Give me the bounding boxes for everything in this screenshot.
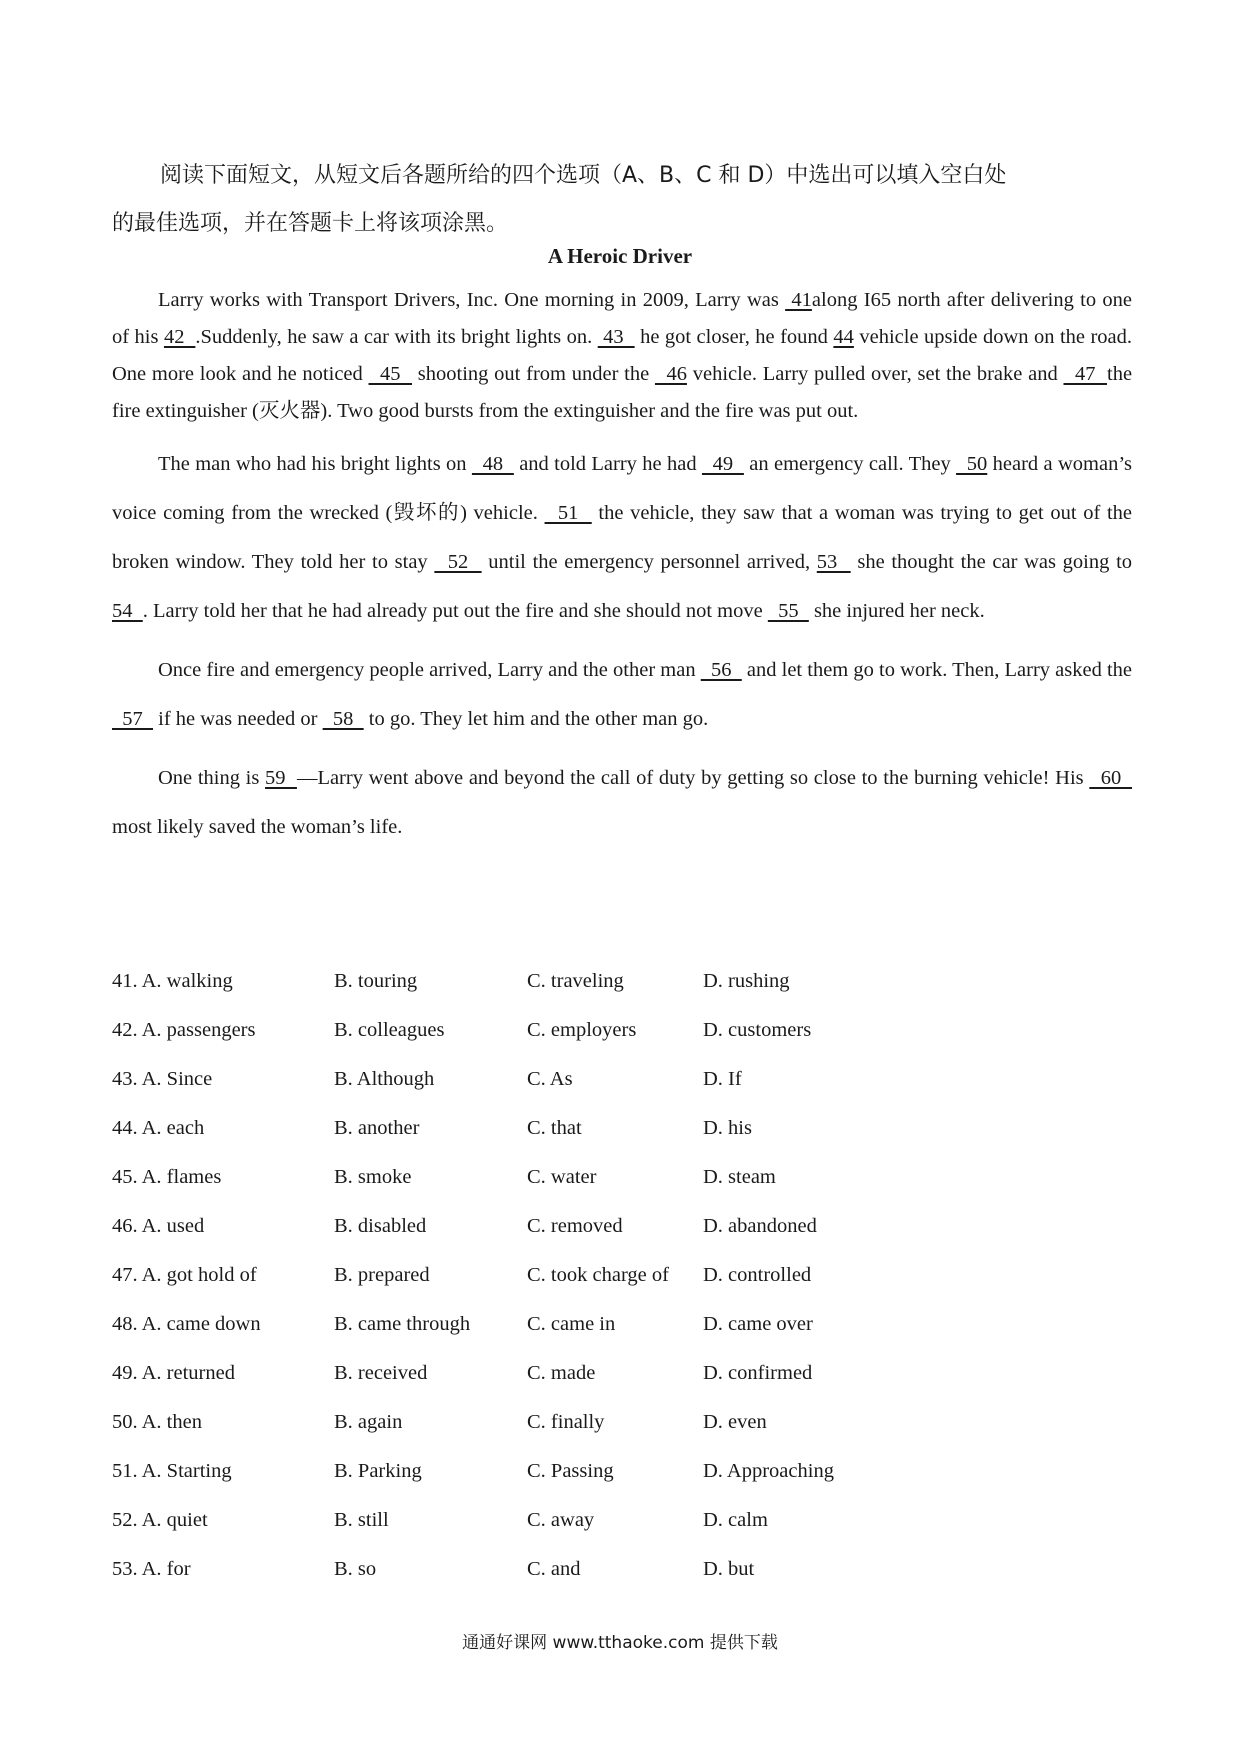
option-b: B. prepared (334, 1264, 430, 1286)
option-d: D. his (703, 1117, 752, 1139)
option-b: B. Parking (334, 1460, 422, 1482)
option-d: D. even (703, 1411, 767, 1433)
option-c: C. came in (527, 1313, 616, 1335)
page-footer: 通通好课网 www.tthaoke.com 提供下载 (462, 1633, 778, 1653)
question-49-options (112, 1362, 912, 1411)
blank-47: 47 (1063, 363, 1107, 385)
option-d: D. calm (703, 1509, 768, 1531)
instructions-line-2: 的最佳选项，并在答题卡上将该项涂黑。 (112, 211, 509, 236)
blank-49: 49 (701, 453, 744, 475)
passage-title: A Heroic Driver (547, 244, 693, 268)
option-b: B. Although (334, 1068, 435, 1090)
option-a: 53. A. for (112, 1558, 191, 1580)
blank-51: 51 (544, 502, 592, 524)
question-41-options (112, 970, 912, 1019)
option-d: D. customers (703, 1019, 812, 1041)
question-42-options (112, 1019, 912, 1068)
blank-58: 58 (322, 708, 364, 730)
instructions (112, 152, 1132, 248)
option-b: B. still (334, 1509, 389, 1531)
blank-59: 59 (265, 767, 297, 789)
question-45-options (112, 1166, 912, 1215)
instructions-line-1: 阅读下面短文，从短文后各题所给的四个选项（A、B、C 和 D）中选出可以填入空白处 (160, 163, 1007, 188)
paragraph-4: One thing is 59 —Larry went above and beyond the call of duty by getting so close to the burning vehicle! His 60 most likely saved the woman’s life. (112, 767, 1133, 838)
option-a: 43. A. Since (112, 1068, 213, 1090)
question-47-options (112, 1264, 912, 1313)
blank-41: 41 (785, 289, 812, 311)
option-b: B. smoke (334, 1166, 412, 1188)
option-d: D. If (703, 1068, 742, 1090)
option-d: D. confirmed (703, 1362, 813, 1384)
blank-52: 52 (434, 551, 482, 573)
option-d: D. abandoned (703, 1215, 817, 1237)
option-a: 42. A. passengers (112, 1019, 256, 1041)
blank-46: 46 (654, 363, 687, 385)
option-b: B. so (334, 1558, 377, 1580)
option-b: B. colleagues (334, 1019, 445, 1041)
paragraph-2: The man who had his bright lights on 48 and told Larry he had 49 an emergency call. They 50 heard a woman’s voice coming from the wrecked (毁坏的) vehicle. 51 the vehicle, they saw that a woman was trying to get out of the broken window. They told her to stay 52 until the emergency personnel arrived, 53 she thought the car was going to 54 . Larry told her that he had already put out the fire and she should not move 55 she injured her neck. (112, 453, 1133, 622)
option-d: D. steam (703, 1166, 776, 1188)
blank-55: 55 (767, 600, 809, 622)
blank-54: 54 (112, 600, 143, 622)
option-a: 47. A. got hold of (112, 1264, 257, 1286)
option-d: D. controlled (703, 1264, 812, 1286)
option-b: B. touring (334, 970, 418, 992)
blank-45: 45 (368, 363, 413, 385)
option-a: 41. A. walking (112, 970, 233, 992)
option-a: 45. A. flames (112, 1166, 222, 1188)
option-b: B. another (334, 1117, 420, 1139)
option-d: D. Approaching (703, 1460, 834, 1482)
blank-50: 50 (956, 453, 988, 475)
question-51-options (112, 1460, 912, 1509)
question-43-options (112, 1068, 912, 1117)
blank-48: 48 (471, 453, 514, 475)
option-c: C. finally (527, 1411, 605, 1433)
paragraph-3: Once fire and emergency people arrived, Larry and the other man 56 and let them go to work. Then, Larry asked the 57 if he was needed or 58 to go. They let him and the other man go. (112, 659, 1133, 730)
option-b: B. again (334, 1411, 403, 1433)
option-b: B. disabled (334, 1215, 427, 1237)
option-c: C. and (527, 1558, 581, 1580)
blank-42: 42 (163, 326, 196, 348)
option-d: D. rushing (703, 970, 790, 992)
blank-57: 57 (112, 708, 153, 730)
option-c: C. Passing (527, 1460, 614, 1482)
option-c: C. employers (527, 1019, 637, 1041)
option-a: 49. A. returned (112, 1362, 235, 1384)
question-44-options (112, 1117, 912, 1166)
option-c: C. took charge of (527, 1264, 669, 1286)
blank-60: 60 (1089, 767, 1133, 789)
option-c: C. removed (527, 1215, 623, 1237)
option-b: B. came through (334, 1313, 471, 1335)
blank-44: 44 (833, 326, 854, 348)
option-d: D. but (703, 1558, 755, 1580)
question-50-options (112, 1411, 912, 1460)
option-a: 48. A. came down (112, 1313, 261, 1335)
option-d: D. came over (703, 1313, 813, 1335)
blank-43: 43 (597, 326, 635, 348)
question-53-options (112, 1558, 912, 1607)
passage (112, 282, 1132, 852)
question-52-options (112, 1509, 912, 1558)
question-48-options (112, 1313, 912, 1362)
option-b: B. received (334, 1362, 428, 1384)
blank-53: 53 (816, 551, 851, 573)
option-c: C. water (527, 1166, 597, 1188)
option-a: 52. A. quiet (112, 1509, 208, 1531)
blank-56: 56 (700, 659, 742, 681)
option-c: C. made (527, 1362, 596, 1384)
option-a: 51. A. Starting (112, 1460, 232, 1482)
option-a: 50. A. then (112, 1411, 202, 1433)
answer-options (112, 970, 912, 1607)
option-c: C. As (527, 1068, 573, 1090)
paragraph-1: Larry works with Transport Drivers, Inc. One morning in 2009, Larry was 41along I65 north after delivering to one of his 42 .Suddenly, he saw a car with its bright lights on. 43 he got closer, he found 44 vehicle upside down on the road. One more look and he noticed 45 shooting out from under the 46 vehicle. Larry pulled over, set the brake and 47 the fire extinguisher (灭火器). Two good bursts from the extinguisher and the fire was put out. (112, 289, 1133, 422)
option-a: 44. A. each (112, 1117, 205, 1139)
question-46-options (112, 1215, 912, 1264)
option-c: C. away (527, 1509, 595, 1531)
option-a: 46. A. used (112, 1215, 205, 1237)
option-c: C. traveling (527, 970, 624, 992)
option-c: C. that (527, 1117, 582, 1139)
